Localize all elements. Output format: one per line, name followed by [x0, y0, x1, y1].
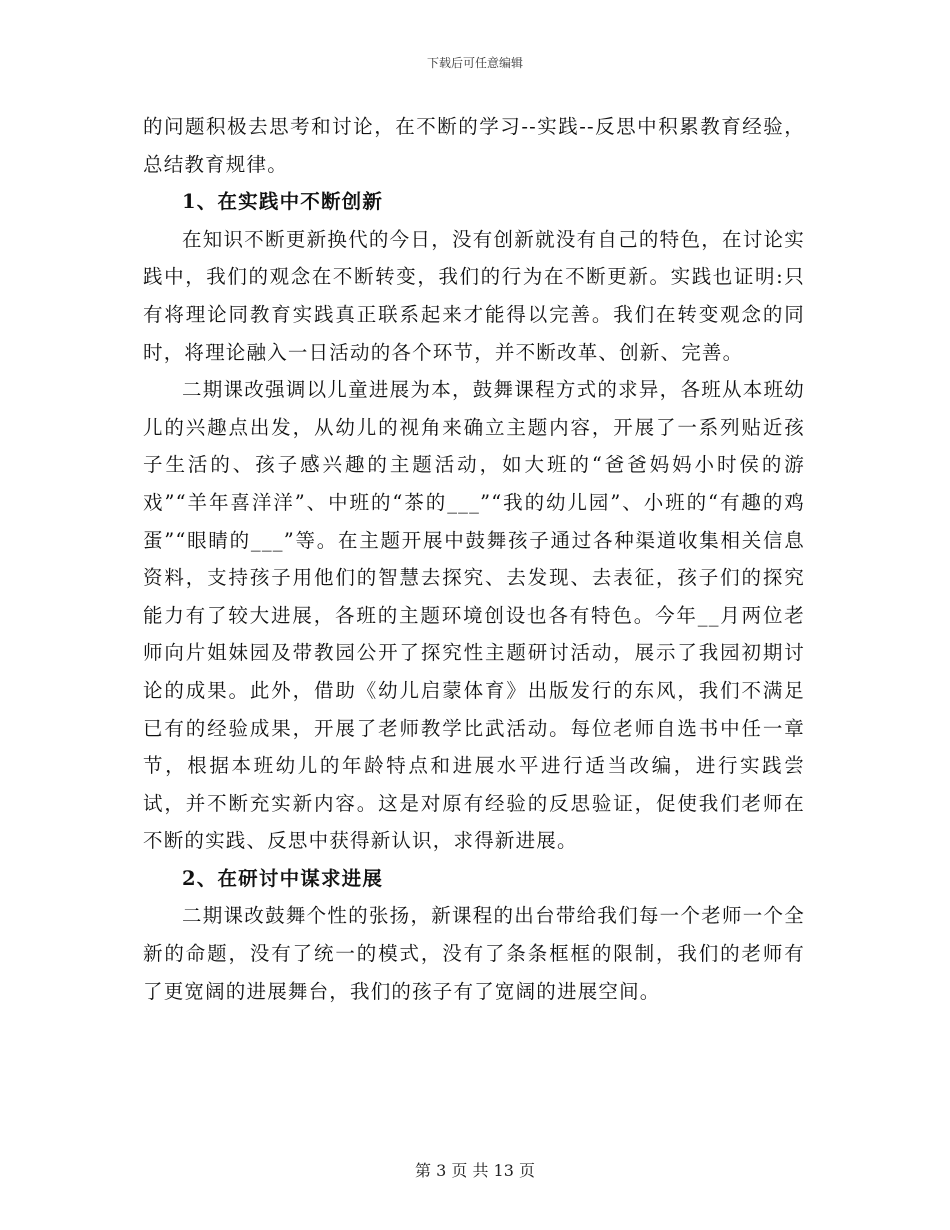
paragraph-continued: 的问题积极去思考和讨论，在不断的学习--实践--反思中积累教育经验，总结教育规律。	[143, 115, 805, 176]
document-body	[143, 108, 805, 1010]
page-header: 下载后可任意编辑	[426, 56, 523, 70]
section-heading-2: 2、在研讨中谋求进展	[182, 866, 384, 890]
section-heading-1: 1、在实践中不断创新	[182, 190, 384, 214]
paragraph-research: 二期课改鼓舞个性的张扬，新课程的出台带给我们每一个老师一个全新的命题，没有了统一的模式，没有了条条框框的限制，我们的老师有了更宽阔的进展舞台，我们的孩子有了宽阔的进展空间。	[143, 904, 805, 1003]
paragraph-curriculum-reform: 二期课改强调以儿童进展为本，鼓舞课程方式的求异，各班从本班幼儿的兴趣点出发，从幼儿的视角来确立主题内容，开展了一系列贴近孩子生活的、孩子感兴趣的主题活动，如大班的“爸爸妈妈小时侯的游戏”“羊年喜洋洋”、中班的“茶的___”“我的幼儿园”、小班的“有趣的鸡蛋”“眼睛的___”等。在主题开展中鼓舞孩子通过各种渠道收集相关信息资料，支持孩子用他们的智慧去探究、去发现、去表征，孩子们的探究能力有了较大进展，各班的主题环境创设也各有特色。今年__月两位老师向片姐妹园及带教园公开了探究性主题研讨活动，展示了我园初期讨论的成果。此外，借助《幼儿启蒙体育》出版发行的东风，我们不满足已有的经验成果，开展了老师教学比武活动。每位老师自选书中任一章节，根据本班幼儿的年龄特点和进展水平进行适当改编，进行实践尝试，并不断充实新内容。这是对原有经验的反思验证，促使我们老师在不断的实践、反思中获得新认识，求得新进展。	[143, 378, 805, 853]
page-number: 第 3 页 共 13 页	[415, 1161, 535, 1180]
paragraph-innovation: 在知识不断更新换代的今日，没有创新就没有自己的特色，在讨论实践中，我们的观念在不断转变，我们的行为在不断更新。实践也证明:只有将理论同教育实践真正联系起来才能得以完善。我们在转变观念的同时，将理论融入一日活动的各个环节，并不断改革、创新、完善。	[143, 227, 805, 364]
